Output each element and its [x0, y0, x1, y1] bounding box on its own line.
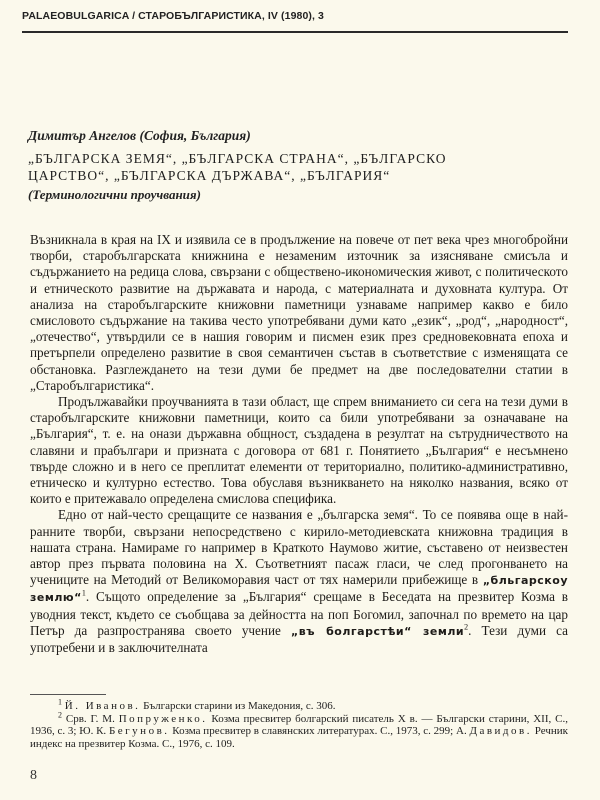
footnote-ref-1[interactable]: 1 [81, 589, 86, 599]
footnote-ref-2[interactable]: 2 [464, 622, 469, 632]
footnote-1-author: Й. Иванов. [64, 700, 141, 712]
footnote-2-text-3: Речник индекс на презвитер Козма. С., 1976, с. 109. [30, 725, 568, 750]
header-rule [22, 31, 568, 33]
article-body [30, 232, 568, 656]
paragraph-3-text-b: . Същото определение за „България“ срещаме в Беседата на презвитер Козма в уводния текст, където се съобщава за дейността на поп Богомил, започнал по времето на цар Петър да разпространява своето учение [30, 589, 568, 638]
footnotes [30, 697, 568, 750]
footnote-2-text-2: Козма пресвитер в славянских литературах. С., 1973, с. 299; А. [169, 725, 470, 737]
footnote-2-author-2: Бегунов. [108, 725, 170, 737]
running-head: PALAEOBULGARICA / СТАРОБЪЛГАРИСТИКА, IV (1980), 3 [22, 10, 324, 22]
footnote-1-number: 1 [58, 697, 62, 707]
old-bulgarian-quote-1: „бльгарскоу землю“ [30, 574, 568, 605]
footnote-2-text-1: Козма пресвитер болгарский писатель X в. — Български старини, XII, С., 1936, с. 3; Ю. К. [30, 712, 568, 737]
paragraph-3-text-c: . Тези думи са употребени и в заключителната [30, 622, 568, 656]
footnote-1-text: Български старини из Македония, с. 306. [140, 700, 336, 712]
title-line-1: „БЪЛГАРСКА ЗЕМЯ“, „БЪЛГАРСКА СТРАНА“, „БЪЛГАРСКО [28, 151, 447, 166]
article-title [28, 150, 548, 184]
paragraph-1: Възникнала в края на IX и изявила се в продължение на повече от пет века чрез многобройни творби, старобългарската книжнина е незаменим източник за изясняване смисъла и съдържанието на редица слова, свързани с обществено-икономическия живот, с политическото и етническото развитие на държавата и народа, с материалната и духовната култура. От анализа на старобългарските книжовни паметници узнаваме например какво е било смисловото съдържание на такива често употребявани думи като „език“, „род“, „народност“, „отечество“, утвърдили се в нашия говорим и писмен език през средновековната епоха и претърпели определено развитие в своя семантичен състав в съответствие с изменящата се обстановка. Разглеждането на тези думи бе предмет на две последователни статии в „Старобългаристика“. [30, 232, 568, 393]
article-author: Димитър Ангелов (София, България) [28, 128, 251, 143]
paragraph-3 [30, 507, 568, 656]
footnote-2 [30, 709, 568, 751]
footnote-2-author-3: Давидов. [469, 725, 532, 737]
page-number: 8 [30, 768, 37, 783]
footnote-1 [30, 697, 568, 713]
footnote-2-number: 2 [58, 709, 62, 719]
footnote-2-author-1: Попруженко. [118, 712, 208, 725]
old-bulgarian-quote-2: „въ болгарстѣи“ земли [291, 624, 465, 638]
paragraph-3-text-a: Едно от най-често срещащите се названия е „българска земя“. То се появява още в най-ранните творби, свързани непосредствено с кирило-методиевската книжовна традиция в нашата страна. Намираме го например в Краткото Наумово житие, съставено от неизвестен автор през първата половина на X. Съответният пасаж гласи, че след прогонването на учениците на Методий от Великоморавия част от тях намерили прибежище в [30, 507, 568, 588]
title-line-2: ЦАРСТВО“, „БЪЛГАРСКА ДЪРЖАВА“, „БЪЛГАРИЯ“ [28, 168, 391, 183]
footnote-2-pre: Срв. Г. М. [62, 712, 119, 725]
article-subtitle: (Терминологични проучвания) [28, 187, 201, 202]
footnote-rule [30, 694, 106, 695]
paragraph-2: Продължавайки проучванията в тази област, ще спрем вниманието си сега на тези думи в старобългарските книжовни паметници, които са били употребявани за означаване на „България“, т. е. на онази държавна общност, създадена в резултат на сътрудничеството на славяни и прабългари и призната с договора от 681 г. Понятието „България“ е несъмнено твърде сложно и в него се преплитат елементи от териториално, политико-административно, етническо и културно естество. Това обуславя възникването на няколко названия, всяко от които е притежавало определена смислова специфика. [30, 394, 568, 507]
